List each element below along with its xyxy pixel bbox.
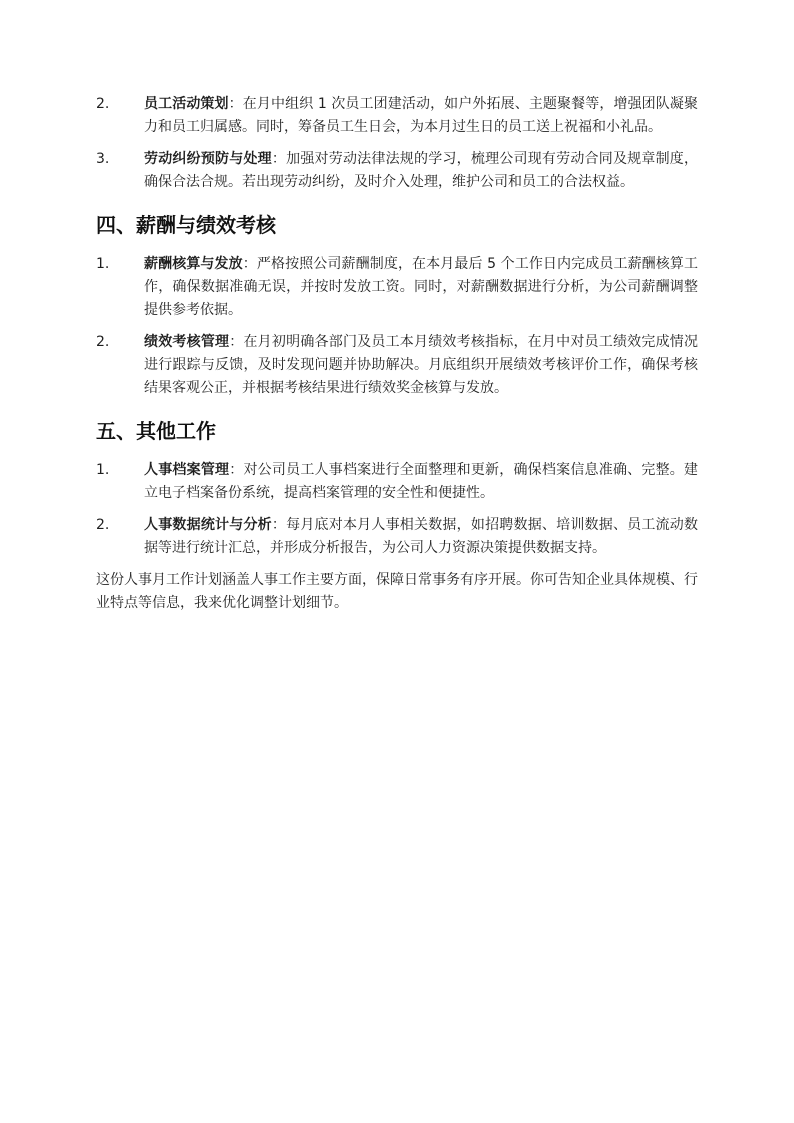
list-item-title: 员工活动策划 — [144, 96, 229, 112]
list-item — [96, 253, 698, 322]
list-item-text — [144, 93, 698, 139]
list-item-number: 2. — [96, 517, 110, 533]
list-item — [96, 459, 698, 505]
section-heading-compensation: 四、薪酬与绩效考核 — [96, 213, 276, 237]
list-item-title: 薪酬核算与发放 — [144, 256, 243, 272]
list-item — [96, 93, 698, 139]
list-item-number: 2. — [96, 96, 110, 112]
list-item — [96, 514, 698, 560]
list-item-body: ：在月中组织 1 次员工团建活动，如户外拓展、主题聚餐等，增强团队凝聚力和员工归属感。同时，筹备员工生日会，为本月过生日的员工送上祝福和小礼品。 — [144, 96, 699, 135]
list-item-body: ：每月底对本月人事相关数据，如招聘数据、培训数据、员工流动数据等进行统计汇总，并形成分析报告，为公司人力资源决策提供数据支持。 — [144, 517, 699, 556]
list-item-body: ：对公司员工人事档案进行全面整理和更新，确保档案信息准确、完整。建立电子档案备份系统，提高档案管理的安全性和便捷性。 — [144, 462, 699, 501]
list-item-text — [144, 148, 698, 194]
section3-list — [96, 93, 698, 194]
list-item — [96, 148, 698, 194]
list-item-title: 劳动纠纷预防与处理 — [144, 151, 272, 167]
list-item-title: 绩效考核管理 — [144, 334, 230, 350]
list-item-title: 人事档案管理 — [144, 462, 230, 478]
list-item-body: ：在月初明确各部门及员工本月绩效考核指标，在月中对员工绩效完成情况进行跟踪与反馈，及时发现问题并协助解决。月底组织开展绩效考核评价工作，确保考核结果客观公正，并根据考核结果进行绩效奖金核算与发放。 — [144, 334, 699, 396]
section-heading-other: 五、其他工作 — [96, 419, 216, 443]
list-item-text — [144, 331, 698, 400]
list-item-number: 1. — [96, 462, 110, 478]
list-item-number: 2. — [96, 334, 110, 350]
list-item-text — [144, 459, 698, 505]
list-item-body: ：加强对劳动法律法规的学习，梳理公司现有劳动合同及规章制度，确保合法合规。若出现劳动纠纷，及时介入处理，维护公司和员工的合法权益。 — [144, 151, 699, 190]
section4-list — [96, 253, 698, 400]
list-item-text — [144, 514, 698, 560]
section5-list — [96, 459, 698, 560]
list-item-text — [144, 253, 698, 322]
list-item-number: 1. — [96, 256, 110, 272]
list-item-body: ：严格按照公司薪酬制度，在本月最后 5 个工作日内完成员工薪酬核算工作，确保数据准确无误，并按时发放工资。同时，对薪酬数据进行分析，为公司薪酬调整提供参考依据。 — [144, 256, 699, 318]
summary-paragraph: 这份人事月工作计划涵盖人事工作主要方面，保障日常事务有序开展。你可告知企业具体规模、行业特点等信息，我来优化调整计划细节。 — [96, 572, 698, 611]
list-item-title: 人事数据统计与分析 — [144, 517, 272, 533]
list-item-number: 3. — [96, 151, 110, 167]
list-item — [96, 331, 698, 400]
